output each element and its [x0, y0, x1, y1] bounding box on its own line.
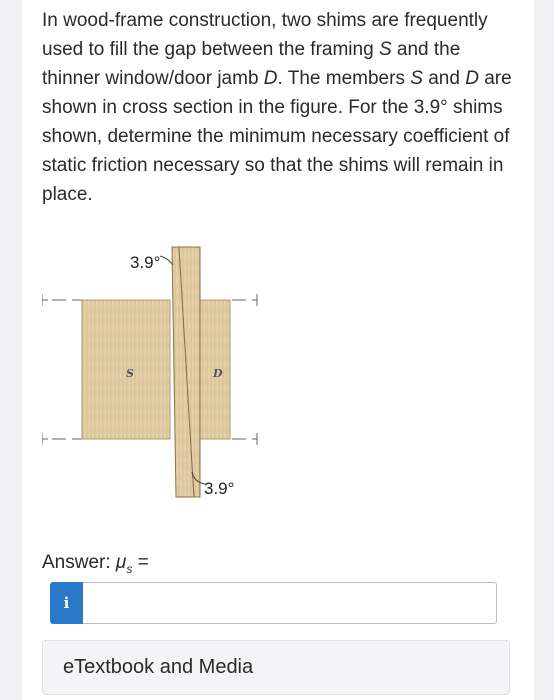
- question-text: [42, 6, 522, 209]
- etextbook-media-button[interactable]: [42, 640, 510, 695]
- shim-diagram: [42, 232, 262, 507]
- mu-symbol: μ: [115, 552, 127, 573]
- info-icon[interactable]: i: [50, 582, 83, 624]
- symbol-s: S: [410, 68, 423, 89]
- angle-label-bottom: 3.9°: [204, 479, 235, 498]
- answer-label: [42, 552, 149, 576]
- question-text-part: and the thinner window/door jamb: [42, 39, 461, 89]
- label-d: D: [213, 367, 223, 380]
- question-card: [22, 0, 534, 700]
- answer-label-text: Answer:: [42, 552, 116, 573]
- mu-subscript: s: [126, 561, 133, 576]
- question-text-part: In wood-frame construction, two shims are frequently used to fill the gap between the framing: [42, 10, 488, 60]
- question-text-part: . The members: [277, 68, 411, 89]
- symbol-s: S: [378, 39, 392, 60]
- equals-sign: =: [132, 552, 149, 573]
- angle-label-top: 3.9°: [130, 253, 161, 272]
- question-text-part: are shown in cross section in the figure. For the 3.9° shims shown, determine the minimum necessary coefficient of static friction necessary so that the shims will remain in place.: [42, 68, 512, 205]
- symbol-d: D: [465, 68, 479, 89]
- answer-input[interactable]: [83, 582, 497, 624]
- question-text-part: and: [422, 68, 466, 89]
- angle-leader-top: [160, 256, 173, 265]
- shim-figure: [42, 232, 262, 507]
- etextbook-media-label: eTextbook and Media: [63, 656, 254, 678]
- symbol-d: D: [263, 68, 278, 89]
- label-s: S: [126, 367, 134, 380]
